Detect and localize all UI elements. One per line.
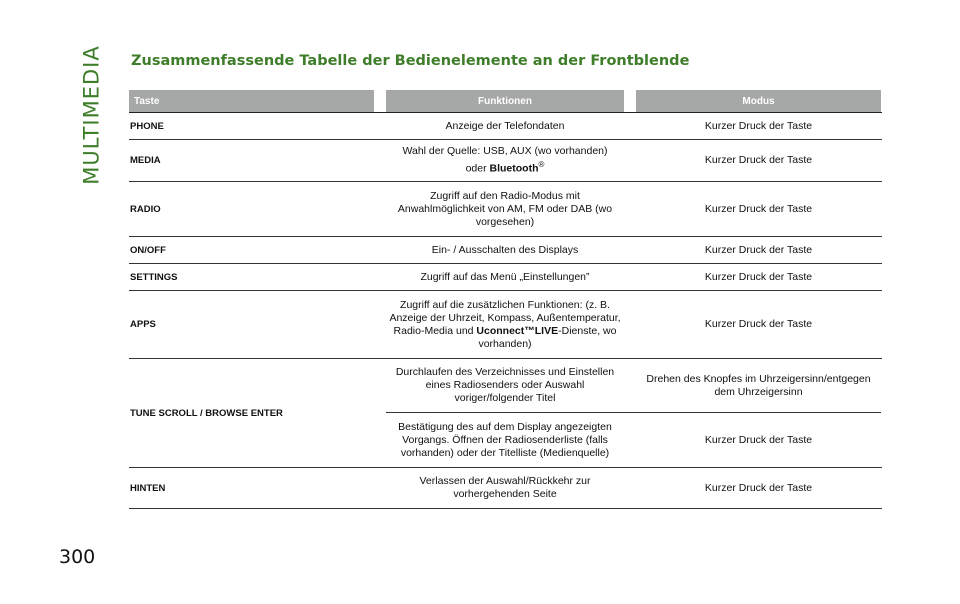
table-row <box>129 237 882 264</box>
mode-cell: Kurzer Druck der Taste <box>704 202 813 215</box>
key-cell: RADIO <box>130 203 161 215</box>
mode-cell: Drehen des Knopfes im Uhrzeigersinn/entgegen dem Uhrzeigersinn <box>646 372 871 398</box>
key-cell: PHONE <box>130 120 164 132</box>
table-row <box>129 359 882 468</box>
table-row <box>129 468 882 509</box>
table-row <box>129 182 882 237</box>
key-cell: MEDIA <box>130 155 161 166</box>
mode-cell: Kurzer Druck der Taste <box>704 433 813 446</box>
column-header-taste: Taste <box>129 90 374 112</box>
table-header <box>129 90 882 112</box>
function-cell: Bestätigung des auf dem Display angezeigten Vorgangs. Öffnen der Radiosenderliste (falls vorhanden) oder der Titelliste (Medienquelle) <box>398 420 612 459</box>
key-cell: HINTEN <box>130 482 166 494</box>
key-cell: ON/OFF <box>130 244 166 256</box>
key-cell: SETTINGS <box>130 271 178 283</box>
mode-cell: Kurzer Druck der Taste <box>704 154 813 166</box>
page-number: 300 <box>59 546 96 568</box>
column-header-modus: Modus <box>636 90 881 112</box>
function-cell: Anzeige der Telefondaten <box>445 119 565 132</box>
page-title: Zusammenfassende Tabelle der Bedienelemente an der Frontblende <box>131 53 690 69</box>
function-cell: Zugriff auf den Radio-Modus mit Anwahlmöglichkeit von AM, FM oder DAB (wo vorgesehen) <box>397 189 613 228</box>
table-row <box>129 140 882 182</box>
function-cell: Zugriff auf das Menü „Einstellungen” <box>420 270 590 283</box>
function-cell: Zugriff auf die zusätzlichen Funktionen: (z. B. Anzeige der Uhrzeit, Kompass, Außentemperatur, Radio-Media und Uconnect™LIVE-Dienste, wo vorhanden) <box>389 298 621 350</box>
function-cell: Durchlaufen des Verzeichnisses und Einstellen eines Radiosenders oder Auswahl voriger/folgender Titel <box>395 366 615 404</box>
column-header-funktionen: Funktionen <box>386 90 624 112</box>
key-cell: APPS <box>130 319 156 330</box>
table-row <box>129 291 882 359</box>
section-label: MULTIMEDIA <box>80 45 104 185</box>
table-row <box>129 264 882 291</box>
function-cell: Ein- / Ausschalten des Displays <box>431 243 579 256</box>
key-cell: TUNE SCROLL / BROWSE ENTER <box>130 407 283 419</box>
controls-table <box>129 112 882 509</box>
mode-cell: Kurzer Druck der Taste <box>704 270 813 283</box>
function-cell: Wahl der Quelle: USB, AUX (wo vorhanden) oder Bluetooth® <box>402 145 608 175</box>
table-row <box>129 113 882 140</box>
mode-cell: Kurzer Druck der Taste <box>704 318 813 330</box>
mode-cell: Kurzer Druck der Taste <box>704 243 813 256</box>
mode-cell: Kurzer Druck der Taste <box>704 119 813 132</box>
function-cell: Verlassen der Auswahl/Rückkehr zur vorhergehenden Seite <box>419 475 591 500</box>
mode-cell: Kurzer Druck der Taste <box>704 481 813 494</box>
